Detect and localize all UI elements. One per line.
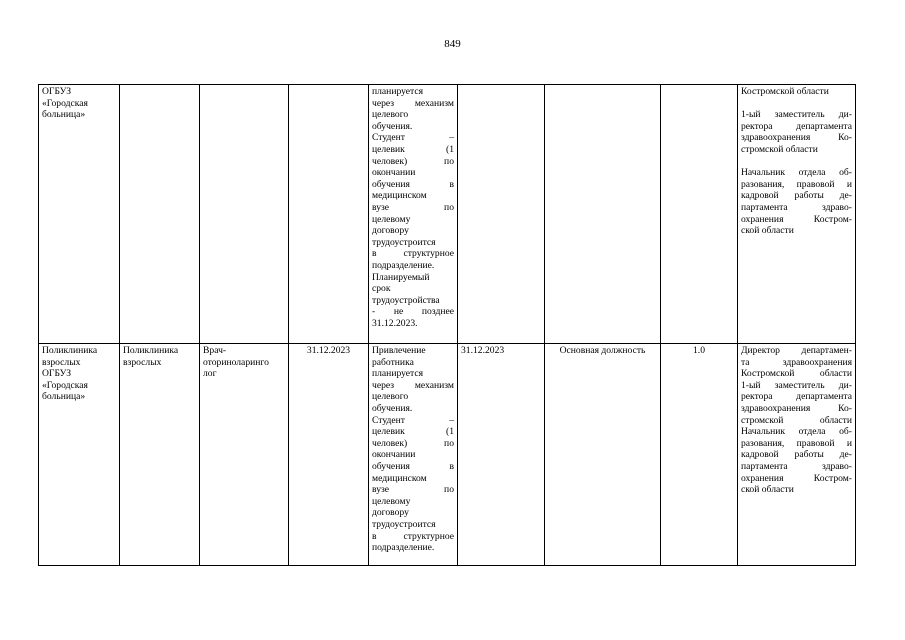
text-line: Привлечение (372, 345, 426, 356)
paragraph-gap (741, 98, 852, 110)
plan-text (372, 345, 454, 554)
text-line: ректора департамента (741, 391, 852, 403)
text-line: человек) по (372, 155, 454, 167)
text-line: договору (372, 507, 409, 519)
text-line: та здравоохранения (741, 356, 852, 368)
text-line: трудоустройства (372, 294, 440, 306)
text-line: через механизм (372, 379, 454, 391)
plan-text (372, 86, 454, 329)
text-line: Костромской области (741, 368, 852, 380)
text-line: взрослых (42, 356, 81, 368)
date-cell (458, 85, 545, 344)
text-line: лог (203, 368, 217, 380)
text-line: обучения в (372, 460, 454, 472)
text-line: Студент – (372, 414, 454, 426)
responsible-text (741, 86, 852, 237)
text-line: окончании (372, 167, 416, 179)
text-line: больница» (42, 391, 86, 403)
text-line: обучения. (372, 402, 413, 414)
text-line: больница» (42, 109, 86, 121)
text-line: Начальник отдела об- (741, 167, 852, 179)
text-line: стромской области (741, 414, 852, 426)
text-line: целевому (372, 495, 411, 507)
text-line: подразделение. (372, 542, 435, 554)
org-name (42, 86, 116, 121)
text-line: разования, правовой и (741, 178, 852, 190)
date-cell: 31.12.2023 (289, 344, 369, 566)
text-line: целевого (372, 109, 409, 121)
text-line: Планируемый (372, 271, 430, 283)
text-line: договору (372, 225, 409, 237)
text-line: срок (372, 283, 391, 295)
text-line: трудоустроится (372, 518, 436, 530)
text-line: 31.12.2023. (372, 317, 418, 329)
job-type-cell: Основная должность (545, 344, 661, 566)
rate-cell: 1.0 (661, 344, 738, 566)
dept-cell (120, 85, 200, 344)
text-line: ОГБУЗ (42, 368, 72, 380)
text-line: Поликлиника (42, 345, 98, 356)
text-line: охранения Костром- (741, 213, 852, 225)
text-line: в структурное (372, 530, 454, 542)
text-line: в структурное (372, 248, 454, 260)
text-line: стромской области (741, 143, 818, 155)
text-line: Директор департамен- (741, 345, 852, 356)
text-line: ской области (741, 225, 794, 237)
text-line: работника (372, 356, 414, 368)
text-line: человек) по (372, 437, 454, 449)
text-line: вузе по (372, 484, 454, 496)
text-line: «Городская (42, 379, 88, 391)
table-row (39, 344, 856, 566)
text-line: медицинском (372, 472, 427, 484)
text-line: трудоустроится (372, 236, 436, 248)
plan-cell (369, 85, 458, 344)
text-line: медицинском (372, 190, 427, 202)
text-line: целевик (1 (372, 426, 454, 438)
text-line: партамента здраво- (741, 460, 852, 472)
text-line: целевому (372, 213, 411, 225)
rate-cell (661, 85, 738, 344)
org-cell (39, 85, 120, 344)
text-line: ской области (741, 484, 794, 496)
text-line: «Городская (42, 97, 88, 109)
text-line: подразделение. (372, 259, 435, 271)
date-cell: 31.12.2023 (458, 344, 545, 566)
org-cell (39, 344, 120, 566)
text-line: 1-ый заместитель ди- (741, 109, 852, 121)
responsible-cell (738, 344, 856, 566)
text-line: ОГБУЗ (42, 86, 72, 97)
text-line: 1-ый заместитель ди- (741, 379, 852, 391)
text-line: обучения в (372, 178, 454, 190)
text-line: Студент – (372, 132, 454, 144)
text-line: кадровой работы де- (741, 190, 852, 202)
text-line: Врач- (203, 345, 227, 356)
text-line: вузе по (372, 201, 454, 213)
text-line: через механизм (372, 97, 454, 109)
position-cell (200, 85, 289, 344)
responsible-text (741, 345, 852, 496)
text-line: разования, правовой и (741, 437, 852, 449)
position-name (203, 345, 285, 380)
text-line: охранения Костром- (741, 472, 852, 484)
text-line: кадровой работы де- (741, 449, 852, 461)
text-line: планируется (372, 368, 424, 380)
text-line: оториноларинго (203, 356, 269, 368)
text-line: целевик (1 (372, 143, 454, 155)
text-line: здравоохранения Ко- (741, 402, 852, 414)
job-type-cell (545, 85, 661, 344)
text-line: здравоохранения Ко- (741, 132, 852, 144)
page-number: 849 (444, 38, 461, 50)
table-row (39, 85, 856, 344)
text-line: партамента здраво- (741, 201, 852, 213)
dept-cell: Поликлиника взрослых (120, 344, 200, 566)
plan-cell (369, 344, 458, 566)
text-line: Начальник отдела об- (741, 426, 852, 438)
position-cell (200, 344, 289, 566)
date-cell (289, 85, 369, 344)
text-line: обучения. (372, 120, 413, 132)
text-line: планируется (372, 86, 424, 97)
text-line: Костромской области (741, 86, 829, 97)
text-line: - не позднее (372, 306, 454, 318)
text-line: целевого (372, 391, 409, 403)
text-line: окончании (372, 449, 416, 461)
org-name (42, 345, 116, 403)
responsible-cell (738, 85, 856, 344)
paragraph-gap (741, 156, 852, 168)
staffing-table (38, 84, 856, 566)
text-line: ректора департамента (741, 120, 852, 132)
